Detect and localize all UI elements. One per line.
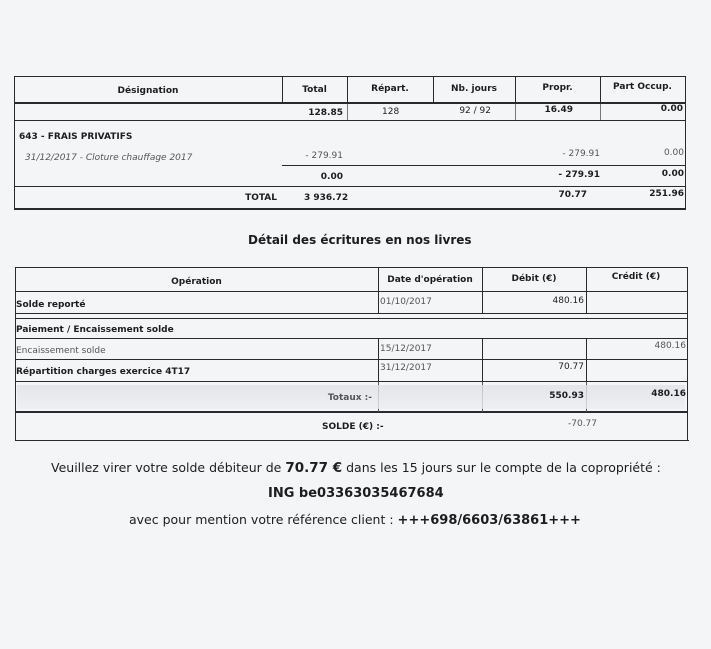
row2-designation: 31/12/2017 - Cloture chauffage 2017 bbox=[25, 153, 193, 163]
header-date: Date d'opération bbox=[387, 275, 473, 285]
reference-code: +++698/6603/63861+++ bbox=[397, 513, 581, 528]
row1-total: 128.85 bbox=[308, 108, 343, 118]
header-total: Total bbox=[302, 85, 327, 95]
total-occup: 251.96 bbox=[649, 189, 684, 199]
row1-repart: 128 bbox=[382, 107, 400, 117]
row1-propr: 16.49 bbox=[544, 105, 573, 115]
totaux-credit: 480.16 bbox=[651, 389, 686, 399]
solde-label: SOLDE (€) :- bbox=[322, 422, 384, 432]
header-debit: Débit (€) bbox=[511, 274, 557, 284]
reference-line bbox=[129, 512, 581, 528]
subtotal-total: 0.00 bbox=[320, 172, 343, 182]
total-label: TOTAL bbox=[245, 193, 277, 203]
section-frais-privatifs: 643 - FRAIS PRIVATIFS bbox=[19, 132, 133, 142]
header-propr: Propr. bbox=[542, 83, 573, 93]
row2-total: - 279.91 bbox=[305, 151, 343, 161]
row-solde-reporte-debit: 480.16 bbox=[552, 296, 584, 306]
header-part-occup: Part Occup. bbox=[613, 82, 672, 92]
subtotal-propr: - 279.91 bbox=[558, 170, 600, 180]
payment-instruction bbox=[51, 460, 661, 476]
row2-occup: 0.00 bbox=[663, 148, 684, 158]
row-paiement-group: Paiement / Encaissement solde bbox=[16, 325, 174, 335]
row-encaissement-date: 15/12/2017 bbox=[380, 344, 432, 354]
row-encaissement-credit: 480.16 bbox=[654, 341, 686, 351]
row-encaissement-op: Encaissement solde bbox=[16, 346, 106, 356]
row-repartition-debit: 70.77 bbox=[558, 362, 584, 372]
row-solde-reporte-date: 01/10/2017 bbox=[380, 297, 432, 307]
row-repartition-date: 31/12/2017 bbox=[380, 363, 432, 373]
total-propr: 70.77 bbox=[558, 190, 587, 200]
row1-occup: 0.00 bbox=[660, 104, 683, 114]
solde-value: -70.77 bbox=[568, 419, 598, 429]
instruction-post: dans les 15 jours sur le compte de la copropriété : bbox=[342, 460, 661, 475]
row2-propr: - 279.91 bbox=[562, 149, 600, 159]
section-title-detail: Détail des écritures en nos livres bbox=[248, 233, 472, 247]
instruction-amount: 70.77 € bbox=[285, 460, 343, 476]
header-nb-jours: Nb. jours bbox=[451, 84, 497, 94]
row-solde-reporte-op: Solde reporté bbox=[16, 300, 86, 310]
reference-label: avec pour mention votre référence client : bbox=[129, 512, 398, 527]
total-total: 3 936.72 bbox=[304, 193, 349, 203]
subtotal-occup: 0.00 bbox=[661, 169, 684, 179]
header-repart: Répart. bbox=[371, 84, 409, 94]
totaux-debit: 550.93 bbox=[549, 391, 584, 401]
row-repartition-op: Répartition charges exercice 4T17 bbox=[16, 367, 191, 377]
row1-jours: 92 / 92 bbox=[459, 106, 491, 116]
instruction-pre: Veuillez virer votre solde débiteur de bbox=[51, 460, 286, 475]
header-operation: Opération bbox=[171, 277, 222, 287]
header-credit: Crédit (€) bbox=[611, 272, 661, 282]
bank-account: ING be03363035467684 bbox=[268, 486, 444, 501]
header-designation: Désignation bbox=[117, 86, 179, 96]
totaux-label: Totaux :- bbox=[327, 393, 372, 403]
